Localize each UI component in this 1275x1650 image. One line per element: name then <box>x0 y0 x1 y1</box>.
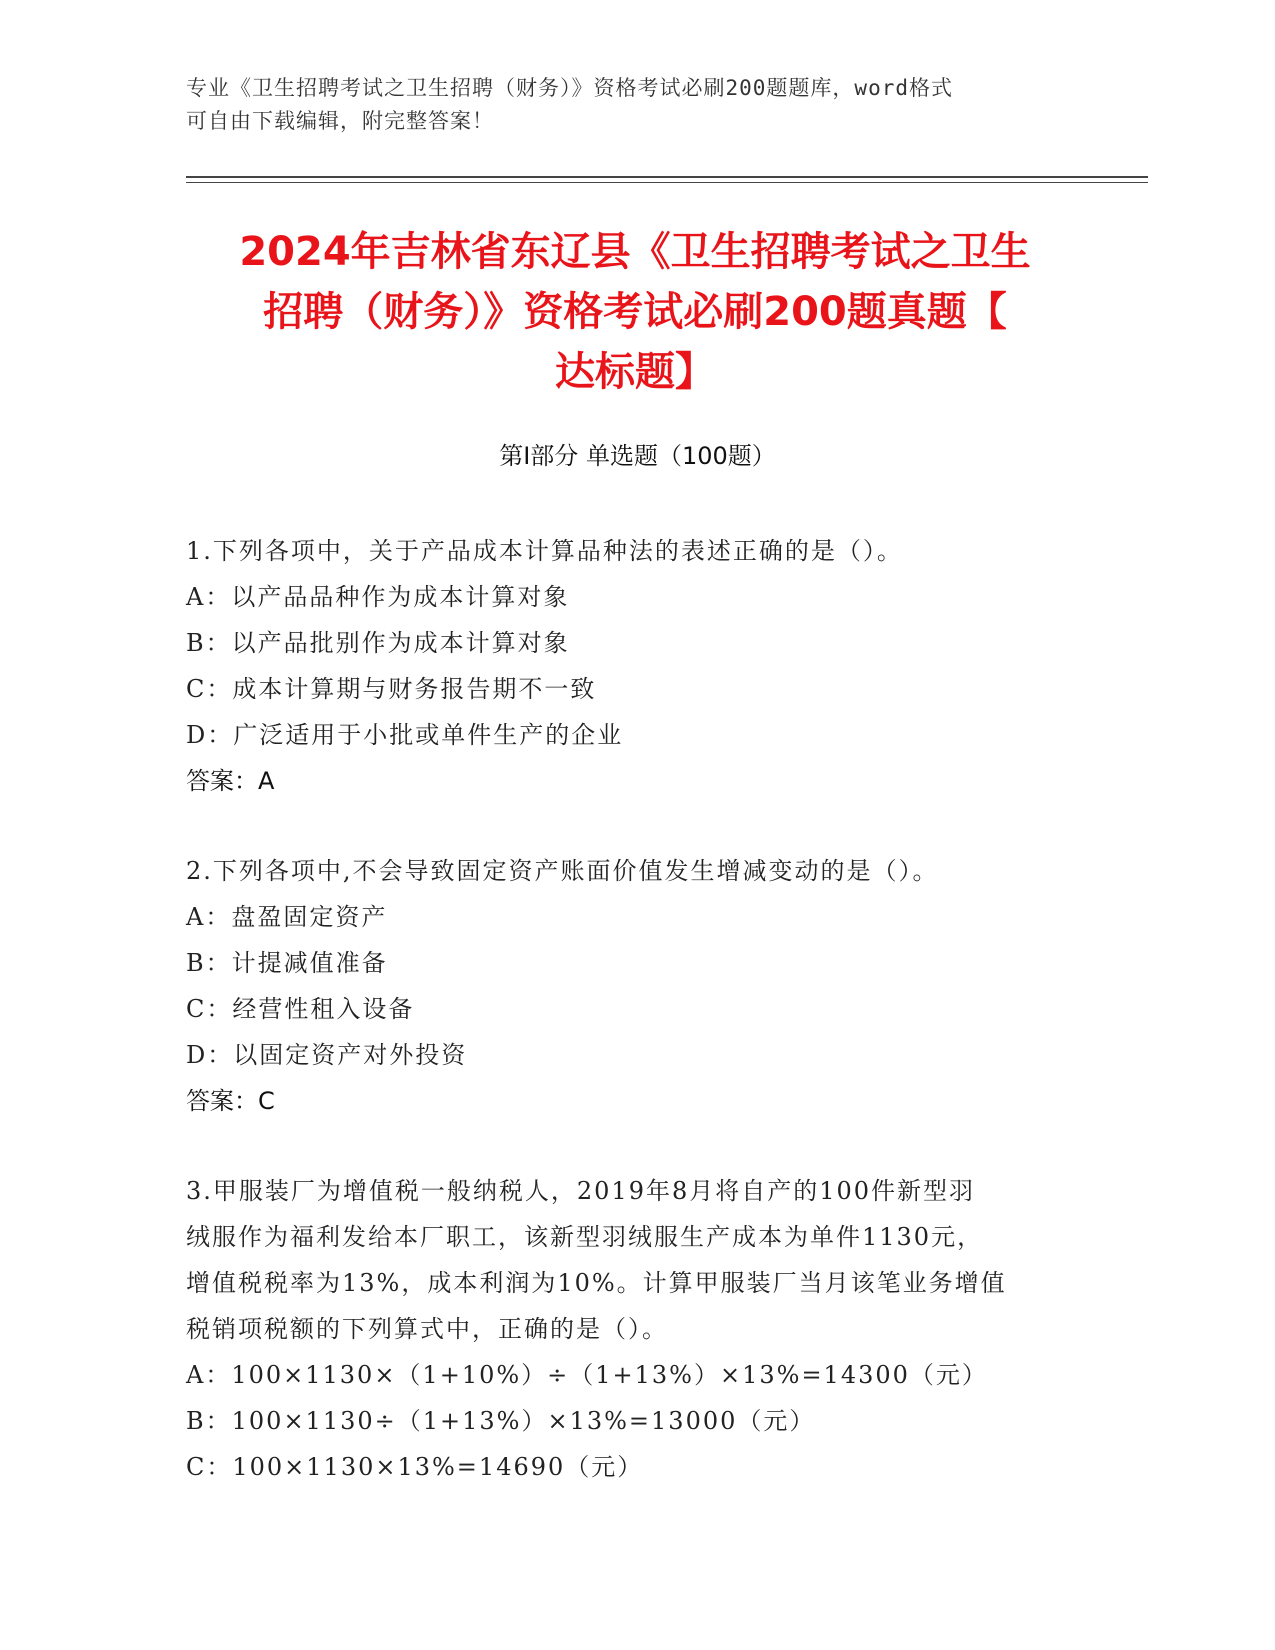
option-a: A：盘盈固定资产 <box>186 903 388 931</box>
question-stem-line-1: 3.甲服装厂为增值税一般纳税人，2019年8月将自产的100件新型羽 <box>186 1177 976 1205</box>
option-c: C：经营性租入设备 <box>186 995 415 1023</box>
question-1 <box>186 528 1086 804</box>
option-b: B：以产品批别作为成本计算对象 <box>186 629 570 657</box>
question-stem-line-2: 绒服作为福利发给本厂职工，该新型羽绒服生产成本为单件1130元， <box>186 1223 984 1251</box>
document-title <box>170 222 1100 402</box>
question-2 <box>186 848 1086 1124</box>
answer-label: 答案：C <box>186 1087 275 1115</box>
question-stem: 1.下列各项中，关于产品成本计算品种法的表述正确的是（）。 <box>186 537 903 565</box>
option-d: D：广泛适用于小批或单件生产的企业 <box>186 721 624 749</box>
question-stem-line-4: 税销项税额的下列算式中，正确的是（）。 <box>186 1315 668 1343</box>
title-line-3: 达标题】 <box>555 349 715 395</box>
option-d: D：以固定资产对外投资 <box>186 1041 468 1069</box>
section-heading: 第I部分 单选题（100题） <box>499 442 776 470</box>
header-note <box>186 72 1086 138</box>
option-c: C：100×1130×13%=14690（元） <box>186 1453 644 1481</box>
option-c: C：成本计算期与财务报告期不一致 <box>186 675 597 703</box>
header-note-line-2: 可自由下载编辑，附完整答案！ <box>186 109 494 133</box>
question-stem: 2.下列各项中,不会导致固定资产账面价值发生增减变动的是（）。 <box>186 857 939 885</box>
question-stem-line-3: 增值税税率为13%，成本利润为10%。计算甲服装厂当月该笔业务增值 <box>186 1269 1007 1297</box>
title-line-2: 招聘（财务）》资格考试必刷200题真题【 <box>263 289 1007 335</box>
header-note-line-1: 专业《卫生招聘考试之卫生招聘（财务）》资格考试必刷200题题库，word格式 <box>186 76 953 100</box>
header-divider-thick <box>186 176 1148 178</box>
option-a: A：100×1130×（1+10%）÷（1+13%）×13%=14300（元） <box>186 1361 988 1389</box>
question-3 <box>186 1168 1086 1490</box>
header-divider-thin <box>186 182 1148 183</box>
answer-label: 答案：A <box>186 767 275 795</box>
title-line-1: 2024年吉林省东辽县《卫生招聘考试之卫生 <box>239 229 1031 275</box>
question-list <box>186 528 1086 1534</box>
option-b: B：100×1130÷（1+13%）×13%=13000（元） <box>186 1407 816 1435</box>
option-a: A：以产品品种作为成本计算对象 <box>186 583 570 611</box>
option-b: B：计提减值准备 <box>186 949 388 977</box>
